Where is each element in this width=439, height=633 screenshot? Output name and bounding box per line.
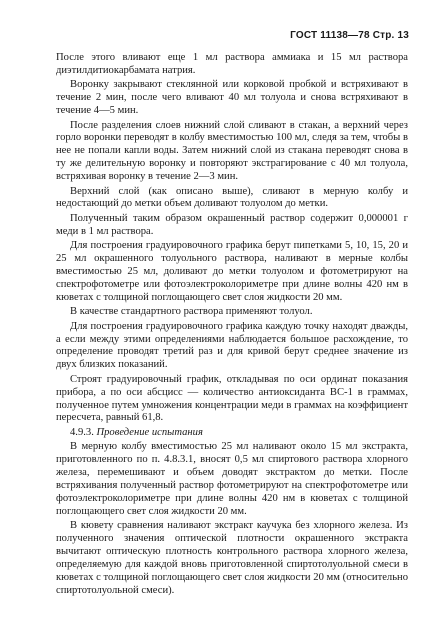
- paragraph: После этого вливают еще 1 мл раствора аммиака и 15 мл раствора диэтилдитиокарбамата натрия.: [56, 52, 408, 76]
- section-heading: [56, 427, 408, 440]
- paragraph: В кювету сравнения наливают экстракт каучука без хлорного железа. Из полученного значения оптической плотности окрашенного экстракта вычитают оптическую плотность контрольного раствора хлорного железа, определяемую для каждой вновь приготовленной спиртотолуольной смеси в кюветах с толщиной поглощающего свет слоя жидкости 20 мм (относительно спиртотолуольной смеси).: [56, 520, 408, 596]
- paragraph: После разделения слоев нижний слой сливают в стакан, а верхний через горло воронки переводят в колбу вместимостью 100 мл, следя за тем, чтобы в нее не попали капли воды. Затем нижний слой из стакана переводят снова в ту же делительную воронку и повторяют экстрагирование с 40 мл толуола, встряхивая воронку в течение 2—3 мин.: [56, 119, 408, 183]
- paragraph: В качестве стандартного раствора применяют толуол.: [70, 306, 313, 318]
- paragraph: Для построения градуировочного графика берут пипетками 5, 10, 15, 20 и 25 мл окрашенного толуольного раствора, наливают в мерные колбы вместимостью 25 мл, доливают до метки толуолом и фотометрируют на спектрофотометре или фотоэлектроколориметре при длине волны 420 нм в кюветах с толщиной поглощающего свет слоя жидкости 20 мм.: [56, 240, 408, 303]
- paragraph: Для построения градуировочного графика каждую точку находят дважды, а если между этими определениями наблюдается большое расхождение, то определение проводят третий раз и для кривой берут среднее значение из двух близких показаний.: [56, 320, 408, 371]
- paragraph: Строят градуировочный график, откладывая по оси ординат показания прибора, а по оси абсцисс — количество антиоксиданта ВС-1 в граммах, полученное путем умножения концентрации меди в граммах на коэффициент пересчета, равный 61,8.: [56, 373, 408, 424]
- paragraph: Полученный таким образом окрашенный раствор содержит 0,000001 г меди в 1 мл раствора.: [56, 212, 408, 237]
- document-body: [56, 52, 408, 599]
- section-heading-text: 4.9.3. Проведение испытания: [70, 426, 203, 438]
- paragraph: Воронку закрывают стеклянной или корковой пробкой и встряхивают в течение 2 мин, после чего вливают 40 мл толуола и снова встряхивают в течение 4—5 мин.: [56, 79, 408, 117]
- page-header: ГОСТ 11138—78 Стр. 13: [290, 30, 409, 41]
- paragraph: Верхний слой (как описано выше), сливают в мерную колбу и недостающий до метки объем доливают толуолом до метки.: [56, 185, 408, 210]
- paragraph: В мерную колбу вместимостью 25 мл наливают около 15 мл экстракта, приготовленного по п. 4.8.3.1, вносят 0,5 мл спиртового раствора хлорного железа, перемешивают и объем доводят экстрактом до метки. После встряхивания полученный раствор фотометрируют на спектрофотометре или фотоэлектроколориметре при длине волны 420 нм в кюветах с толщиной поглощающего свет слоя жидкости 20 мм.: [56, 441, 408, 517]
